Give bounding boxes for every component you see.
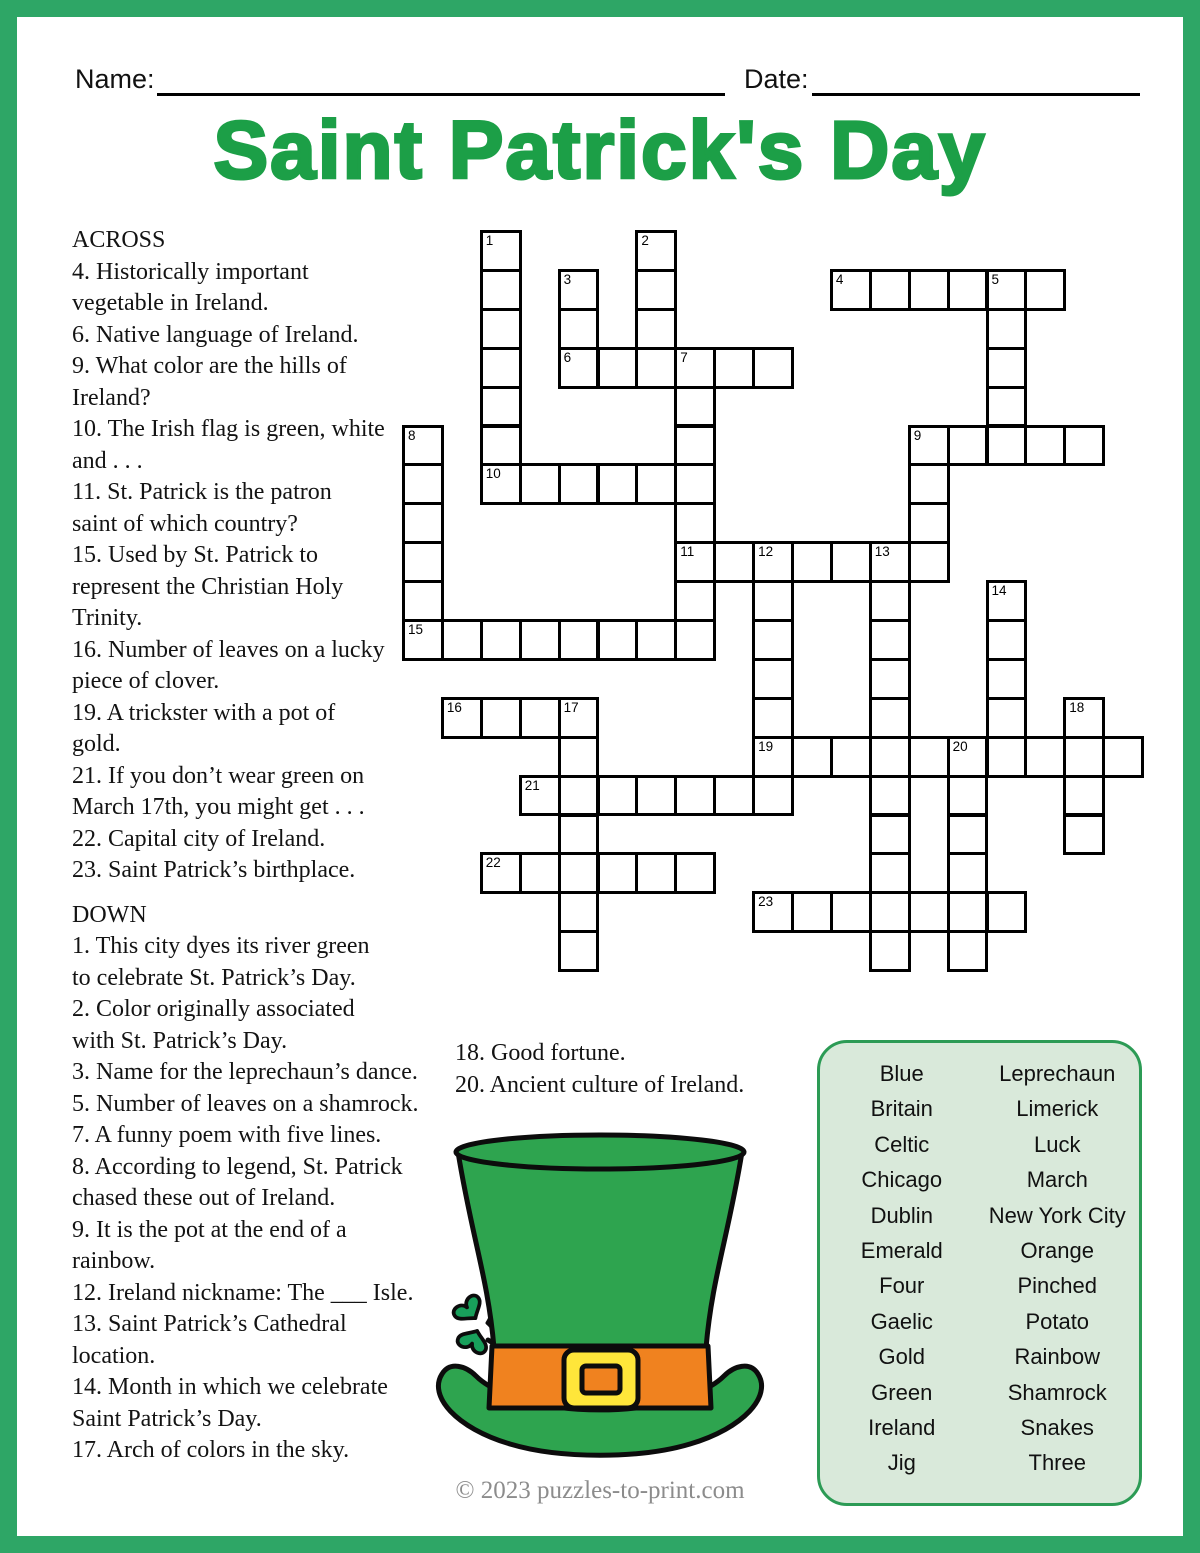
clue-item-1: 1. This city dyes its river green to celebrate St. Patrick’s Day.	[72, 933, 370, 991]
clue-item-5: 5. Number of leaves on a shamrock.	[72, 1090, 419, 1117]
grid-cell[interactable]	[869, 852, 911, 894]
grid-cell[interactable]	[597, 463, 639, 505]
clue-item-8: 8. According to legend, St. Patrick chased these out of Ireland.	[72, 1153, 403, 1211]
cell-number: 8	[408, 427, 416, 443]
grid-cell[interactable]	[947, 425, 989, 467]
cell-number: 23	[758, 894, 774, 910]
grid-cell[interactable]	[558, 775, 600, 817]
leprechaun-hat-illustration	[428, 1116, 772, 1472]
cell-number: 10	[485, 466, 501, 482]
cell-number: 18	[1069, 699, 1085, 715]
grid-cell-20[interactable]	[947, 736, 989, 778]
grid-cell[interactable]	[635, 308, 677, 350]
grid-cell[interactable]	[597, 775, 639, 817]
grid-cell[interactable]	[480, 347, 522, 389]
clue-item-22: 22. Capital city of Ireland.	[72, 825, 326, 852]
across-heading: ACROSS	[72, 227, 166, 253]
clue-item-9: 9. It is the pot at the end of a rainbow.	[72, 1216, 347, 1274]
cell-number: 21	[524, 777, 540, 793]
word-bank-word: March	[1026, 1167, 1088, 1193]
word-bank-word: Dublin	[870, 1202, 933, 1228]
word-bank-column-2	[980, 1056, 1136, 1495]
footer-copyright: © 2023 puzzles-to-print.com	[455, 1477, 745, 1504]
grid-cell-14[interactable]	[986, 580, 1028, 622]
clue-item-14: 14. Month in which we celebrate Saint Patrick’s Day.	[72, 1374, 388, 1432]
grid-cell[interactable]	[1024, 269, 1066, 311]
grid-cell[interactable]	[752, 658, 794, 700]
cell-number: 19	[758, 738, 774, 754]
grid-cell[interactable]	[869, 814, 911, 856]
word-bank	[817, 1040, 1142, 1506]
grid-cell[interactable]	[986, 386, 1028, 428]
grid-cell[interactable]	[986, 736, 1028, 778]
grid-cell[interactable]	[519, 463, 561, 505]
grid-cell-2[interactable]	[635, 230, 677, 272]
grid-cell[interactable]	[558, 891, 600, 933]
word-bank-word: Shamrock	[1007, 1379, 1107, 1405]
grid-cell[interactable]	[791, 891, 833, 933]
grid-cell[interactable]	[713, 347, 755, 389]
grid-cell[interactable]	[947, 891, 989, 933]
grid-cell-8[interactable]	[402, 425, 444, 467]
clues-column-continued	[455, 1038, 835, 1101]
cell-number: 5	[991, 271, 1000, 287]
grid-cell[interactable]	[869, 736, 911, 778]
grid-cell[interactable]	[635, 269, 677, 311]
grid-cell[interactable]	[635, 347, 677, 389]
grid-cell-21[interactable]	[519, 775, 561, 817]
grid-cell-7[interactable]	[674, 347, 716, 389]
grid-cell-16[interactable]	[441, 697, 483, 739]
grid-cell[interactable]	[830, 736, 872, 778]
grid-cell-13[interactable]	[869, 541, 911, 583]
grid-cell[interactable]	[869, 619, 911, 661]
grid-cell[interactable]	[1063, 736, 1105, 778]
grid-cell[interactable]	[558, 852, 600, 894]
grid-cell[interactable]	[402, 463, 444, 505]
grid-cell-12[interactable]	[752, 541, 794, 583]
cell-number: 20	[952, 738, 968, 754]
word-bank-column-1	[824, 1056, 980, 1495]
grid-cell-5[interactable]	[986, 269, 1028, 311]
date-label: Date:	[744, 64, 809, 94]
cell-number: 4	[835, 271, 844, 287]
clue-item-6: 6. Native language of Ireland.	[72, 321, 359, 348]
grid-cell[interactable]	[480, 386, 522, 428]
clue-item-21: 21. If you don’t wear green on March 17th, you might get . . .	[72, 762, 365, 820]
grid-cell[interactable]	[1063, 775, 1105, 817]
grid-cell[interactable]	[519, 697, 561, 739]
clue-item-17: 17. Arch of colors in the sky.	[72, 1437, 350, 1463]
word-bank-word: Gold	[878, 1344, 925, 1370]
word-bank-word: Potato	[1025, 1308, 1090, 1334]
grid-cell[interactable]	[908, 736, 950, 778]
name-write-line[interactable]	[157, 93, 725, 96]
grid-cell[interactable]	[752, 580, 794, 622]
grid-cell[interactable]	[869, 930, 911, 972]
grid-cell[interactable]	[635, 463, 677, 505]
grid-cell[interactable]	[674, 502, 716, 544]
down-clue-list-continued	[455, 1038, 835, 1101]
date-write-line[interactable]	[812, 93, 1140, 96]
word-bank-word: Ireland	[868, 1414, 936, 1440]
grid-cell[interactable]	[752, 775, 794, 817]
cell-number: 2	[641, 233, 649, 248]
clue-item-2: 2. Color originally associated with St. Patrick’s Day.	[72, 996, 355, 1054]
grid-cell[interactable]	[1024, 736, 1066, 778]
grid-cell[interactable]	[635, 852, 677, 894]
word-bank-word: Blue	[879, 1061, 924, 1086]
grid-cell[interactable]	[674, 463, 716, 505]
grid-cell[interactable]	[908, 891, 950, 933]
grid-cell[interactable]	[441, 619, 483, 661]
grid-cell[interactable]	[519, 852, 561, 894]
clue-item-19: 19. A trickster with a pot of gold.	[72, 699, 336, 757]
grid-cell-3[interactable]	[558, 269, 600, 311]
grid-cell-18[interactable]	[1063, 697, 1105, 739]
word-bank-word: Luck	[1034, 1131, 1081, 1157]
grid-cell[interactable]	[947, 852, 989, 894]
grid-cell[interactable]	[869, 891, 911, 933]
grid-cell-9[interactable]	[908, 425, 950, 467]
grid-cell[interactable]	[1063, 425, 1105, 467]
word-bank-word: New York City	[988, 1202, 1126, 1228]
grid-cell[interactable]	[480, 697, 522, 739]
word-bank-word: Orange	[1020, 1237, 1094, 1263]
grid-cell[interactable]	[713, 541, 755, 583]
clue-item-16: 16. Number of leaves on a lucky piece of clover.	[72, 636, 385, 694]
word-bank-word: Four	[879, 1273, 925, 1299]
grid-cell[interactable]	[402, 580, 444, 622]
grid-cell[interactable]	[674, 619, 716, 661]
grid-cell[interactable]	[597, 619, 639, 661]
word-bank-word: Gaelic	[870, 1308, 933, 1334]
clue-item-12: 12. Ireland nickname: The ___ Isle.	[72, 1279, 414, 1306]
grid-cell[interactable]	[908, 269, 950, 311]
grid-cell[interactable]	[480, 269, 522, 311]
grid-cell[interactable]	[674, 775, 716, 817]
grid-cell[interactable]	[986, 658, 1028, 700]
grid-cell[interactable]	[791, 541, 833, 583]
grid-cell[interactable]	[869, 775, 911, 817]
word-bank-word: Rainbow	[1014, 1344, 1101, 1370]
cell-number: 9	[913, 427, 922, 443]
grid-cell[interactable]	[558, 814, 600, 856]
grid-cell[interactable]	[1024, 425, 1066, 467]
clue-item-23: 23. Saint Patrick’s birthplace.	[72, 857, 356, 883]
word-bank-word: Leprechaun	[999, 1061, 1116, 1086]
grid-cell[interactable]	[674, 386, 716, 428]
grid-cell[interactable]	[986, 347, 1028, 389]
grid-cell[interactable]	[558, 736, 600, 778]
grid-cell[interactable]	[635, 775, 677, 817]
cell-number: 11	[680, 544, 695, 560]
word-bank-word: Pinched	[1017, 1273, 1097, 1299]
grid-cell[interactable]	[402, 541, 444, 583]
grid-cell[interactable]	[558, 308, 600, 350]
down-clue-list	[72, 931, 472, 1467]
cell-number: 22	[485, 855, 501, 871]
grid-cell[interactable]	[480, 425, 522, 467]
grid-cell[interactable]	[908, 463, 950, 505]
name-label: Name:	[75, 64, 155, 94]
clue-item-11: 11. St. Patrick is the patron saint of which country?	[72, 479, 332, 537]
grid-cell[interactable]	[947, 814, 989, 856]
grid-cell[interactable]	[558, 463, 600, 505]
clue-item-13: 13. Saint Patrick’s Cathedral location.	[72, 1311, 347, 1369]
word-bank-word: Emerald	[860, 1237, 943, 1263]
cell-number: 17	[563, 699, 579, 715]
cell-number: 15	[408, 622, 424, 637]
clue-item-9: 9. What color are the hills of Ireland?	[72, 353, 347, 411]
grid-cell[interactable]	[635, 619, 677, 661]
grid-cell[interactable]	[869, 697, 911, 739]
grid-cell-10[interactable]	[480, 463, 522, 505]
grid-cell[interactable]	[752, 347, 794, 389]
grid-cell[interactable]	[986, 619, 1028, 661]
grid-cell[interactable]	[1102, 736, 1144, 778]
clue-item-18: 18. Good fortune.	[455, 1040, 626, 1066]
grid-cell[interactable]	[558, 619, 600, 661]
down-heading: DOWN	[72, 901, 147, 928]
grid-cell[interactable]	[869, 269, 911, 311]
cell-number: 1	[485, 233, 494, 248]
grid-cell[interactable]	[986, 308, 1028, 350]
grid-cell-17[interactable]	[558, 697, 600, 739]
grid-cell-22[interactable]	[480, 852, 522, 894]
grid-cell-6[interactable]	[558, 347, 600, 389]
grid-cell[interactable]	[947, 269, 989, 311]
grid-cell[interactable]	[869, 658, 911, 700]
grid-cell[interactable]	[597, 852, 639, 894]
cell-number: 14	[991, 583, 1007, 599]
grid-cell[interactable]	[752, 697, 794, 739]
grid-cell[interactable]	[674, 580, 716, 622]
grid-cell[interactable]	[791, 736, 833, 778]
word-bank-word: Britain	[870, 1096, 933, 1122]
grid-cell[interactable]	[519, 619, 561, 661]
grid-cell[interactable]	[480, 619, 522, 661]
grid-cell[interactable]	[986, 697, 1028, 739]
grid-cell-23[interactable]	[752, 891, 794, 933]
grid-cell[interactable]	[947, 930, 989, 972]
grid-cell[interactable]	[1063, 814, 1105, 856]
grid-cell[interactable]	[869, 580, 911, 622]
grid-cell-19[interactable]	[752, 736, 794, 778]
clue-item-10: 10. The Irish flag is green, white and . . .	[72, 416, 385, 474]
word-bank-word: Three	[1028, 1450, 1086, 1476]
grid-cell[interactable]	[947, 775, 989, 817]
word-bank-word: Celtic	[874, 1131, 930, 1157]
cell-number: 13	[874, 544, 890, 560]
grid-cell-1[interactable]	[480, 230, 522, 272]
grid-cell[interactable]	[986, 425, 1028, 467]
grid-cell[interactable]	[402, 502, 444, 544]
grid-cell[interactable]	[674, 852, 716, 894]
grid-cell[interactable]	[830, 541, 872, 583]
clue-item-7: 7. A funny poem with five lines.	[72, 1122, 382, 1148]
cell-number: 3	[563, 271, 572, 287]
word-bank-word: Jig	[887, 1450, 916, 1476]
grid-cell[interactable]	[908, 502, 950, 544]
grid-cell[interactable]	[597, 347, 639, 389]
clue-item-4: 4. Historically important vegetable in Ireland.	[72, 258, 309, 316]
grid-cell[interactable]	[908, 541, 950, 583]
cell-number: 12	[758, 544, 774, 560]
word-bank-word: Chicago	[861, 1167, 943, 1193]
cell-number: 16	[446, 699, 462, 715]
word-bank-word: Green	[871, 1379, 933, 1405]
clues-column-main	[72, 225, 472, 1467]
cell-number: 6	[563, 349, 572, 365]
grid-cell[interactable]	[830, 891, 872, 933]
grid-cell[interactable]	[752, 619, 794, 661]
grid-cell-15[interactable]	[402, 619, 444, 661]
cell-number: 7	[680, 349, 688, 365]
grid-cell[interactable]	[674, 425, 716, 467]
clue-item-3: 3. Name for the leprechaun’s dance.	[72, 1059, 418, 1085]
page-title: Saint Patrick's Day	[213, 105, 987, 196]
clue-item-15: 15. Used by St. Patrick to represent the Christian Holy Trinity.	[72, 542, 344, 631]
grid-cell[interactable]	[480, 308, 522, 350]
grid-cell[interactable]	[713, 775, 755, 817]
word-bank-word: Snakes	[1020, 1414, 1094, 1440]
grid-cell[interactable]	[558, 930, 600, 972]
clue-item-20: 20. Ancient culture of Ireland.	[455, 1071, 745, 1098]
word-bank-word: Limerick	[1016, 1096, 1099, 1122]
grid-cell-4[interactable]	[830, 269, 872, 311]
grid-cell[interactable]	[986, 891, 1028, 933]
grid-cell-11[interactable]	[674, 541, 716, 583]
